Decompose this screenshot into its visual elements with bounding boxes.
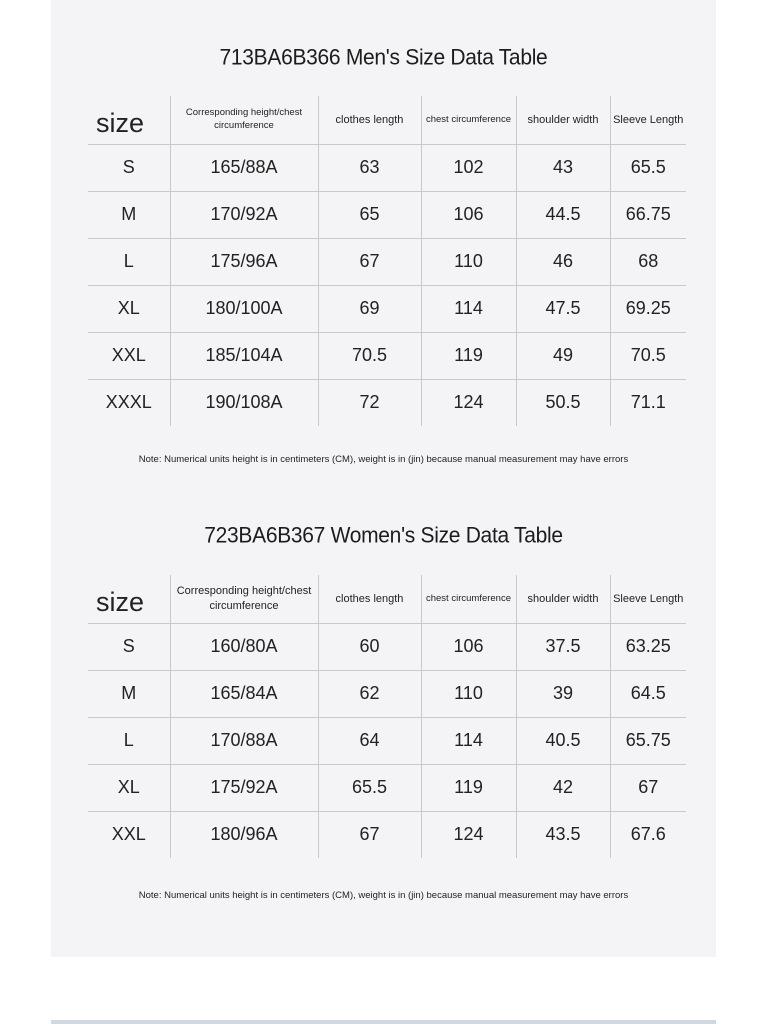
cell-clothes-length: 70.5 xyxy=(318,332,421,379)
cell-shoulder: 43.5 xyxy=(516,811,610,858)
header-clothes-length: clothes length xyxy=(318,96,421,144)
cell-height-chest: 160/80A xyxy=(170,623,318,670)
cell-shoulder: 37.5 xyxy=(516,623,610,670)
table-row xyxy=(88,811,686,858)
women-table-title: 723BA6B367 Women's Size Data Table xyxy=(204,523,563,548)
cell-sleeve: 67.6 xyxy=(610,811,686,858)
table-row xyxy=(88,623,686,670)
cell-shoulder: 40.5 xyxy=(516,717,610,764)
cell-height-chest: 165/88A xyxy=(170,144,318,191)
women-table-body xyxy=(88,623,686,858)
cell-clothes-length: 67 xyxy=(318,238,421,285)
cell-sleeve: 65.5 xyxy=(610,144,686,191)
header-size: size xyxy=(88,575,170,623)
men-size-table xyxy=(88,96,686,426)
cell-size: XXL xyxy=(88,332,170,379)
men-table-body xyxy=(88,144,686,426)
header-height-chest: Corresponding height/chest circumference xyxy=(170,96,318,144)
cell-clothes-length: 69 xyxy=(318,285,421,332)
cell-height-chest: 170/92A xyxy=(170,191,318,238)
cell-sleeve: 68 xyxy=(610,238,686,285)
cell-shoulder: 46 xyxy=(516,238,610,285)
cell-height-chest: 175/96A xyxy=(170,238,318,285)
cell-height-chest: 190/108A xyxy=(170,379,318,426)
cell-size: XXL xyxy=(88,811,170,858)
cell-chest: 119 xyxy=(421,764,516,811)
cell-size: XL xyxy=(88,764,170,811)
cell-chest: 106 xyxy=(421,623,516,670)
cell-chest: 110 xyxy=(421,238,516,285)
cell-size: L xyxy=(88,717,170,764)
cell-chest: 102 xyxy=(421,144,516,191)
cell-sleeve: 69.25 xyxy=(610,285,686,332)
cell-chest: 124 xyxy=(421,811,516,858)
cell-clothes-length: 65 xyxy=(318,191,421,238)
men-table-note: Note: Numerical units height is in centimeters (CM), weight is in (jin) because manual measurement may have errors xyxy=(138,454,629,465)
header-clothes-length: clothes length xyxy=(318,575,421,623)
bottom-divider xyxy=(51,1020,716,1024)
cell-height-chest: 170/88A xyxy=(170,717,318,764)
header-size: size xyxy=(88,96,170,144)
cell-sleeve: 70.5 xyxy=(610,332,686,379)
cell-sleeve: 66.75 xyxy=(610,191,686,238)
table-row xyxy=(88,144,686,191)
cell-size: XL xyxy=(88,285,170,332)
cell-height-chest: 175/92A xyxy=(170,764,318,811)
table-row xyxy=(88,379,686,426)
cell-height-chest: 180/100A xyxy=(170,285,318,332)
size-chart-panel xyxy=(51,0,716,957)
cell-clothes-length: 62 xyxy=(318,670,421,717)
table-row xyxy=(88,285,686,332)
cell-chest: 124 xyxy=(421,379,516,426)
header-chest: chest circumference xyxy=(421,96,516,144)
cell-height-chest: 165/84A xyxy=(170,670,318,717)
table-row xyxy=(88,717,686,764)
cell-clothes-length: 67 xyxy=(318,811,421,858)
cell-size: L xyxy=(88,238,170,285)
cell-sleeve: 64.5 xyxy=(610,670,686,717)
cell-shoulder: 50.5 xyxy=(516,379,610,426)
header-shoulder: shoulder width xyxy=(516,575,610,623)
cell-chest: 114 xyxy=(421,285,516,332)
table-row xyxy=(88,191,686,238)
header-height-chest: Corresponding height/chest circumference xyxy=(170,575,318,623)
cell-shoulder: 43 xyxy=(516,144,610,191)
table-row xyxy=(88,332,686,379)
header-chest: chest circumference xyxy=(421,575,516,623)
cell-shoulder: 42 xyxy=(516,764,610,811)
women-table-note: Note: Numerical units height is in centimeters (CM), weight is in (jin) because manual measurement may have errors xyxy=(138,890,629,901)
cell-chest: 110 xyxy=(421,670,516,717)
cell-height-chest: 185/104A xyxy=(170,332,318,379)
cell-size: M xyxy=(88,191,170,238)
cell-shoulder: 39 xyxy=(516,670,610,717)
cell-shoulder: 47.5 xyxy=(516,285,610,332)
men-table-title: 713BA6B366 Men's Size Data Table xyxy=(219,45,548,70)
table-row xyxy=(88,764,686,811)
cell-sleeve: 67 xyxy=(610,764,686,811)
cell-size: S xyxy=(88,144,170,191)
cell-clothes-length: 72 xyxy=(318,379,421,426)
cell-size: M xyxy=(88,670,170,717)
cell-clothes-length: 65.5 xyxy=(318,764,421,811)
header-sleeve: Sleeve Length xyxy=(610,575,686,623)
cell-chest: 119 xyxy=(421,332,516,379)
cell-chest: 114 xyxy=(421,717,516,764)
women-size-table xyxy=(88,575,686,858)
table-row xyxy=(88,670,686,717)
cell-clothes-length: 64 xyxy=(318,717,421,764)
header-sleeve: Sleeve Length xyxy=(610,96,686,144)
cell-size: XXXL xyxy=(88,379,170,426)
cell-sleeve: 65.75 xyxy=(610,717,686,764)
header-shoulder: shoulder width xyxy=(516,96,610,144)
cell-size: S xyxy=(88,623,170,670)
cell-sleeve: 63.25 xyxy=(610,623,686,670)
cell-shoulder: 49 xyxy=(516,332,610,379)
cell-clothes-length: 63 xyxy=(318,144,421,191)
cell-chest: 106 xyxy=(421,191,516,238)
cell-sleeve: 71.1 xyxy=(610,379,686,426)
cell-clothes-length: 60 xyxy=(318,623,421,670)
cell-height-chest: 180/96A xyxy=(170,811,318,858)
table-row xyxy=(88,238,686,285)
cell-shoulder: 44.5 xyxy=(516,191,610,238)
